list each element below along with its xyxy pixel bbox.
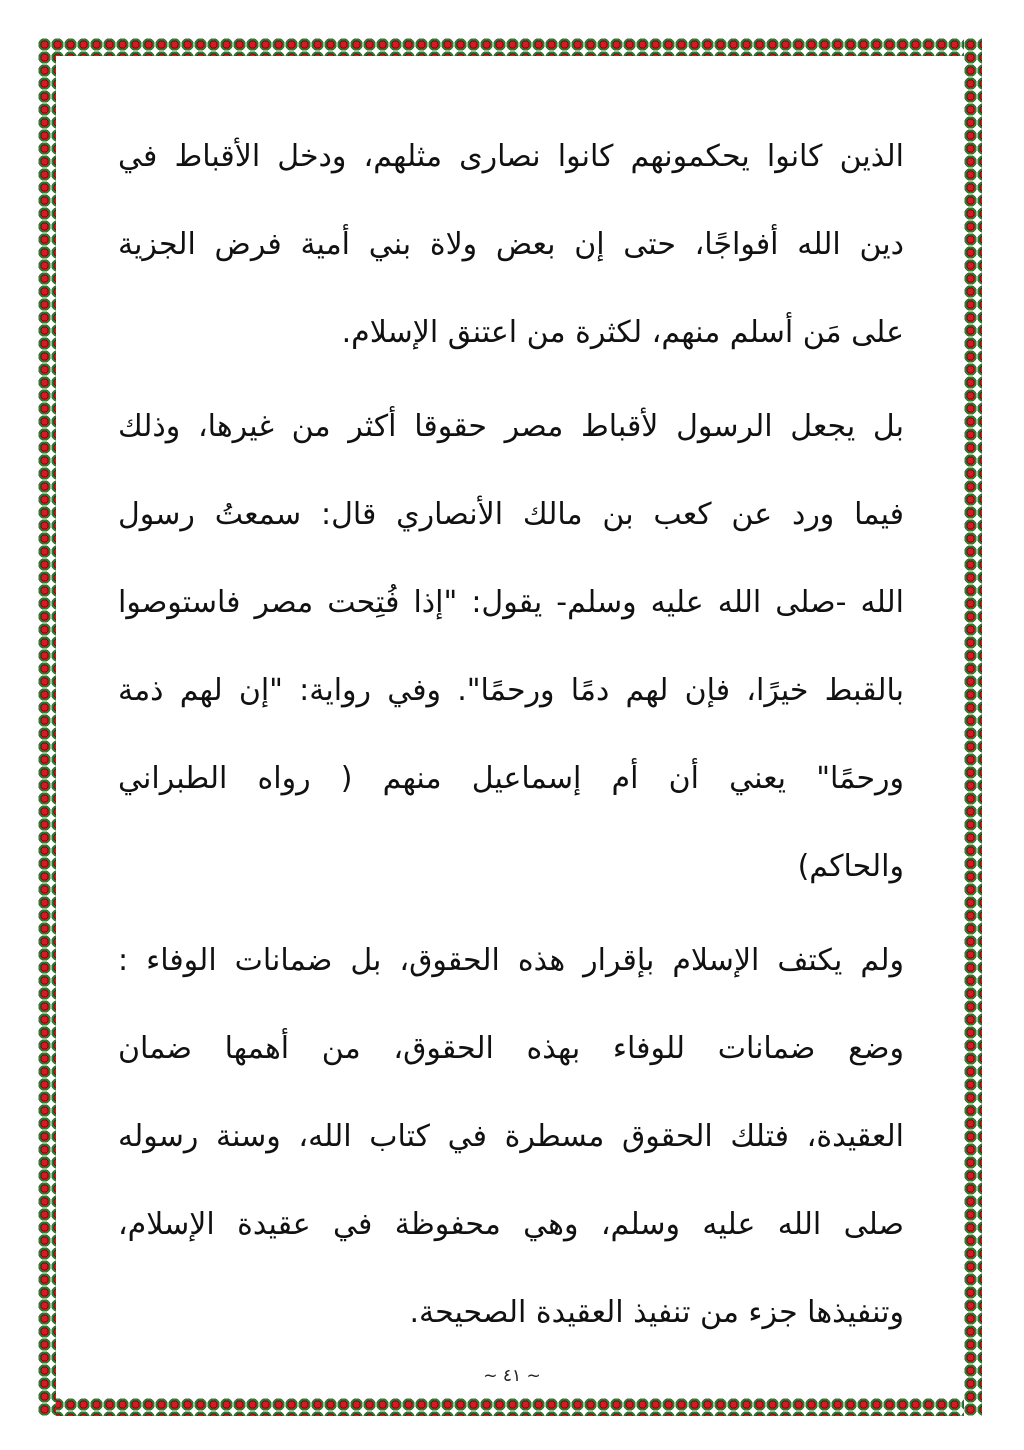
paragraph-1 xyxy=(118,120,904,384)
text-line: صلى الله عليه وسلم، وهي محفوظة في عقيدة الإسلام، xyxy=(118,1207,904,1242)
text-line: بل يجعل الرسول لأقباط مصر حقوقا أكثر من غيرها، وذلك xyxy=(118,409,904,444)
text-line: دين الله أفواجًا، حتى إن بعض ولاة بني أمية فرض الجزية xyxy=(118,227,904,262)
decorative-border-bottom xyxy=(38,1398,982,1416)
text-line: الله -صلى الله عليه وسلم- يقول: "إذا فُتِحت مصر فاستوصوا xyxy=(118,585,904,620)
text-line: ولم يكتف الإسلام بإقرار هذه الحقوق، بل ضمانات الوفاء : xyxy=(118,943,904,978)
text-line: الذين كانوا يحكمونهم كانوا نصارى مثلهم، ودخل الأقباط في xyxy=(118,139,904,174)
text-line: بالقبط خيرًا، فإن لهم دمًا ورحمًا". وفي رواية: "إن لهم ذمة xyxy=(118,673,904,708)
decorative-border-left xyxy=(38,38,56,1416)
text-line: وضع ضمانات للوفاء بهذه الحقوق، من أهمها ضمان xyxy=(118,1031,904,1066)
text-line: فيما ورد عن كعب بن مالك الأنصاري قال: سمعتُ رسول xyxy=(118,497,904,532)
text-line: ورحمًا" يعني أن أم إسماعيل منهم ( رواه الطبراني xyxy=(118,761,904,796)
text-line: والحاكم) xyxy=(797,849,904,884)
text-line: العقيدة، فتلك الحقوق مسطرة في كتاب الله، وسنة رسوله xyxy=(118,1119,904,1154)
paragraph-2 xyxy=(118,390,904,918)
page-number: ~ ٤١ ~ xyxy=(483,1366,541,1386)
page-body xyxy=(118,120,904,1364)
decorative-border-right xyxy=(964,38,982,1416)
decorative-border-top xyxy=(38,38,982,56)
paragraph-3 xyxy=(118,924,904,1364)
text-line: وتنفيذها جزء من تنفيذ العقيدة الصحيحة. xyxy=(409,1295,904,1330)
text-line: على مَن أسلم منهم، لكثرة من اعتنق الإسلام. xyxy=(341,315,904,350)
